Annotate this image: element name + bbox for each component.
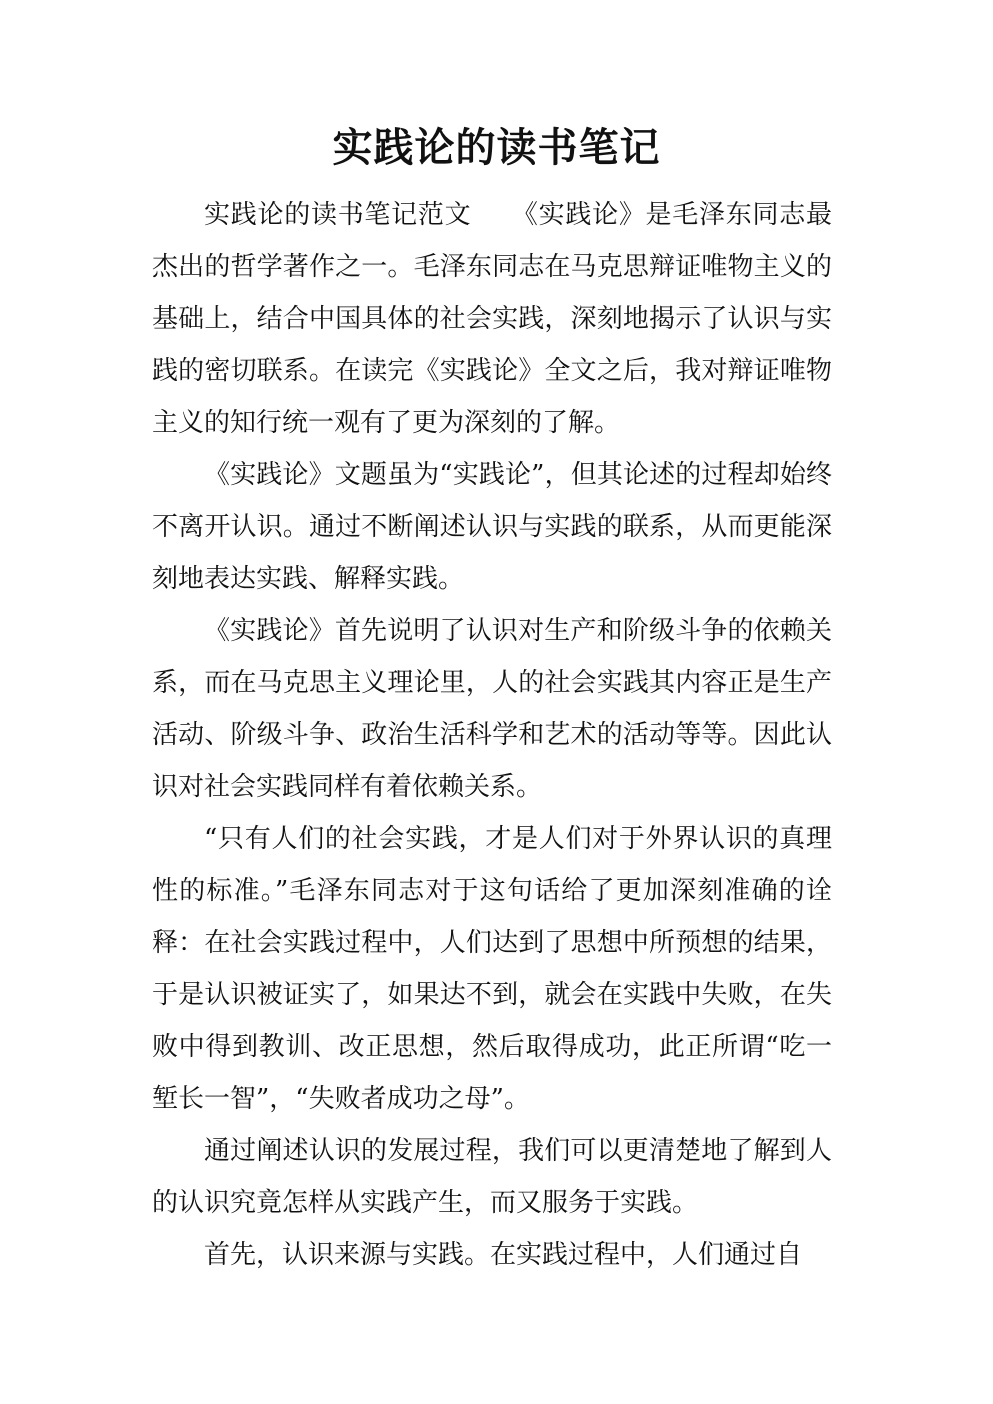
paragraph: 实践论的读书笔记范文 《实践论》是毛泽东同志最杰出的哲学著作之一。毛泽东同志在马克思辩证唯物主义的基础上，结合中国具体的社会实践，深刻地揭示了认识与实践的密切联系。在读完《实践论》全文之后，我对辩证唯物主义的知行统一观有了更为深刻的了解。: [152, 200, 832, 438]
document-title: 实践论的读书笔记: [332, 124, 661, 171]
paragraph: “只有人们的社会实践，才是人们对于外界认识的真理性的标准。”毛泽东同志对于这句话给了更加深刻准确的诠释：在社会实践过程中，人们达到了思想中所预想的结果，于是认识被证实了，如果达不到，就会在实践中失败，在失败中得到教训、改正思想，然后取得成功，此正所谓“吃一堑长一智”，“失败者成功之母”。: [152, 824, 832, 1114]
paragraph: 《实践论》文题虽为“实践论”，但其论述的过程却始终不离开认识。通过不断阐述认识与实践的联系，从而更能深刻地表达实践、解释实践。: [152, 460, 832, 594]
document-body: [152, 189, 832, 1281]
paragraph: 首先，认识来源与实践。在实践过程中，人们通过自: [204, 1240, 803, 1270]
paragraph: 通过阐述认识的发展过程，我们可以更清楚地了解到人的认识究竟怎样从实践产生，而又服务于实践。: [152, 1136, 832, 1218]
paragraph: 《实践论》首先说明了认识对生产和阶级斗争的依赖关系，而在马克思主义理论里，人的社会实践其内容正是生产活动、阶级斗争、政治生活科学和艺术的活动等等。因此认识对社会实践同样有着依赖关系。: [152, 616, 832, 802]
